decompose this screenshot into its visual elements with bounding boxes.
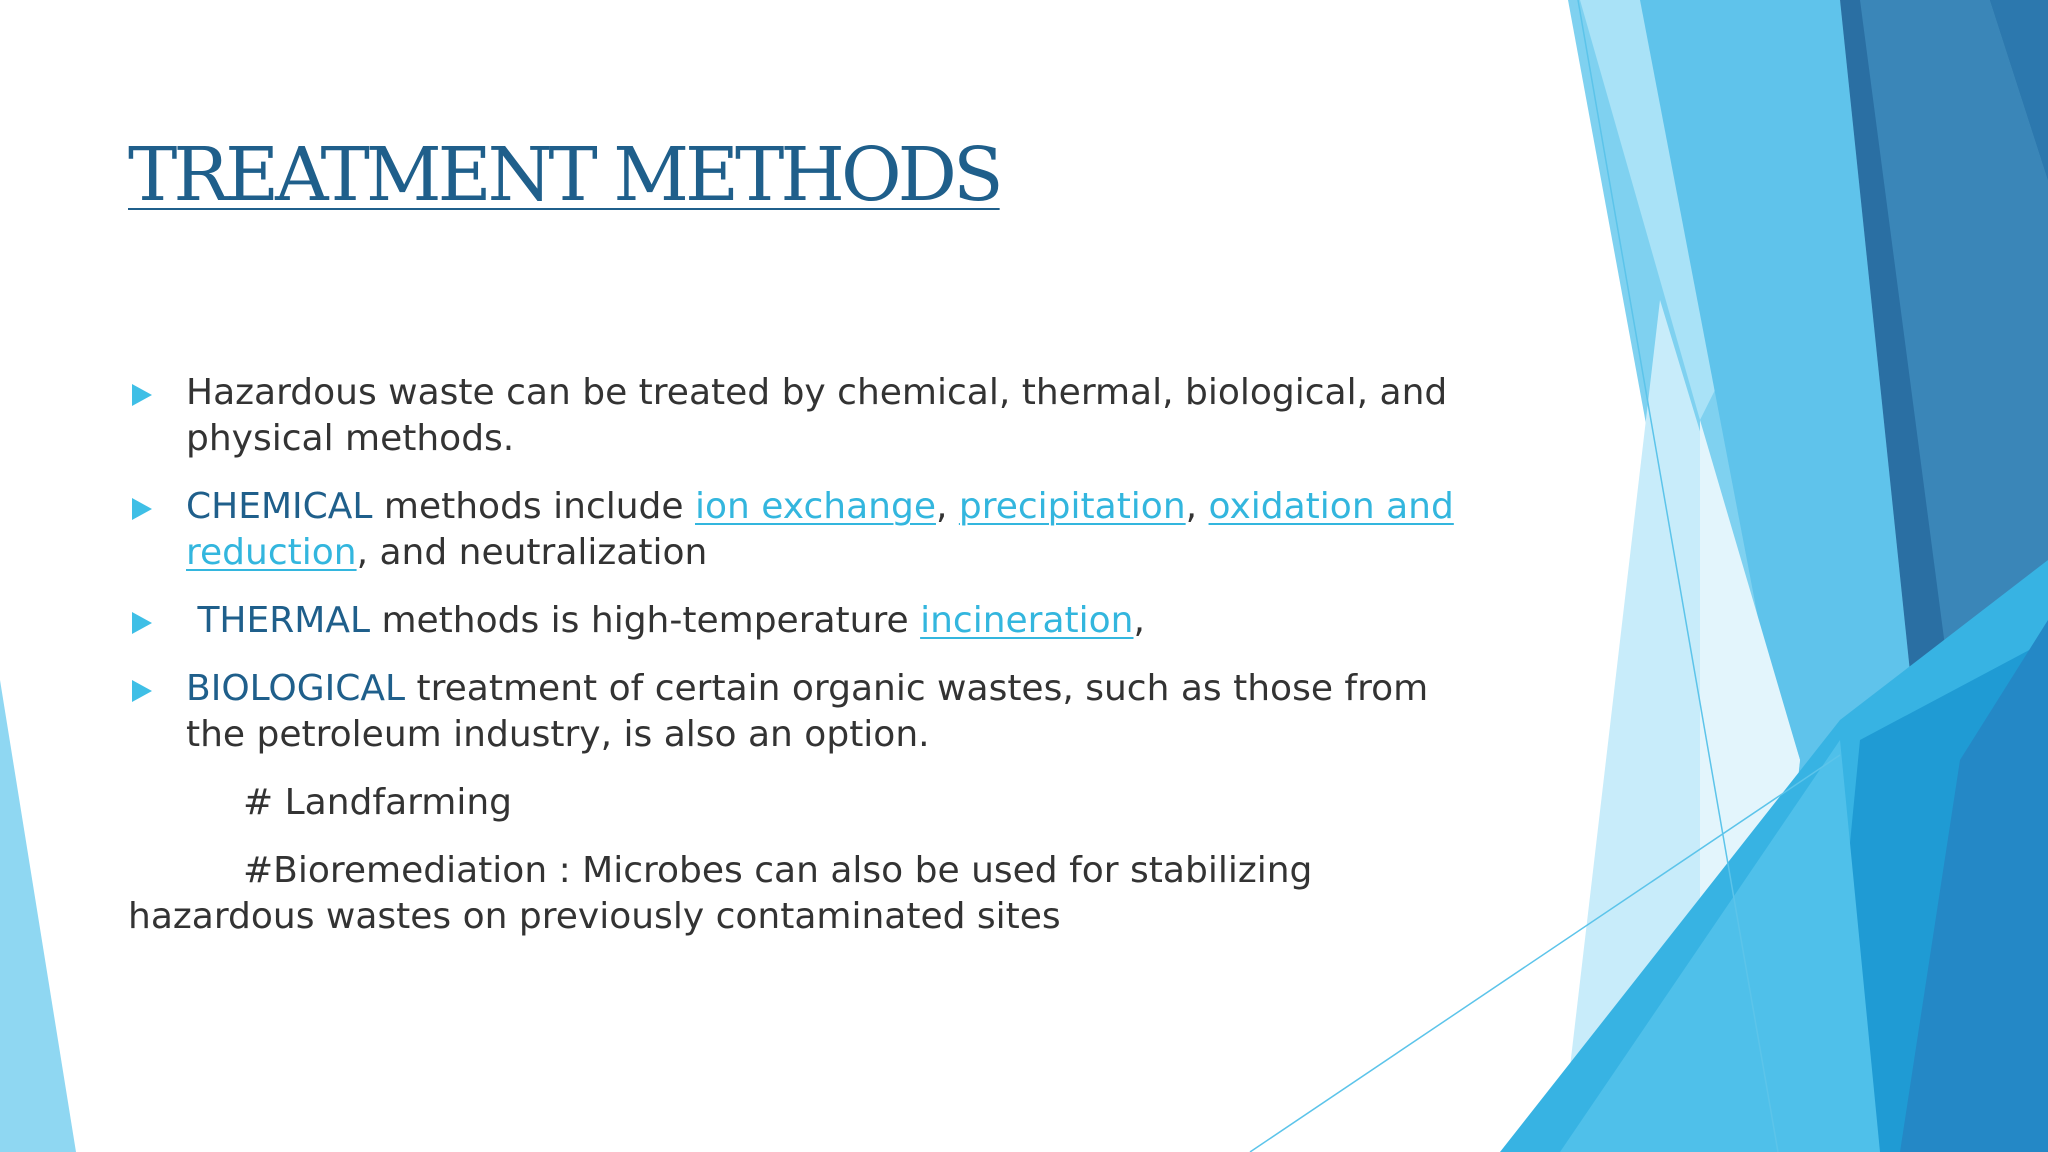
bullet-text: , and neutralization — [356, 532, 708, 573]
link-incineration[interactable]: incineration — [920, 600, 1134, 641]
separator: , — [935, 486, 959, 527]
bullet-arrow-icon — [132, 680, 152, 702]
bullet-text: treatment of certain organic wastes, such as those from the petroleum industry, is also an option. — [186, 668, 1429, 755]
link-ion-exchange[interactable]: ion exchange — [695, 486, 936, 527]
bullet-text: Hazardous waste can be treated by chemical, thermal, biological, and physical methods. — [186, 372, 1448, 459]
bullet-text: methods include — [372, 486, 695, 527]
keyword-chemical: CHEMICAL — [186, 486, 373, 527]
link-precipitation[interactable]: precipitation — [958, 486, 1186, 527]
bullet-item-overview — [128, 370, 1458, 462]
keyword-thermal: THERMAL — [186, 600, 371, 641]
bullet-text: methods is high-temperature — [370, 600, 921, 641]
slide-title: TREATMENT METHODS — [128, 132, 1000, 218]
bullet-item-chemical — [128, 484, 1458, 576]
bullet-arrow-icon — [132, 498, 152, 520]
keyword-biological: BIOLOGICAL — [186, 668, 406, 709]
separator: , — [1185, 486, 1209, 527]
slide-body — [128, 370, 1458, 940]
link-oxidation-and-reduction[interactable]: oxidation and reduction — [186, 486, 1454, 573]
bullet-arrow-icon — [132, 612, 152, 634]
bullet-item-biological — [128, 666, 1458, 758]
bullet-arrow-icon — [132, 384, 152, 406]
bullet-text: , — [1133, 600, 1145, 641]
sub-item-bioremediation: #Bioremediation : Microbes can also be used for stabilizing hazardous wastes on previously contaminated sites — [128, 850, 1313, 937]
sub-item-landfarming: # Landfarming — [243, 782, 513, 823]
bullet-item-thermal — [128, 598, 1458, 644]
